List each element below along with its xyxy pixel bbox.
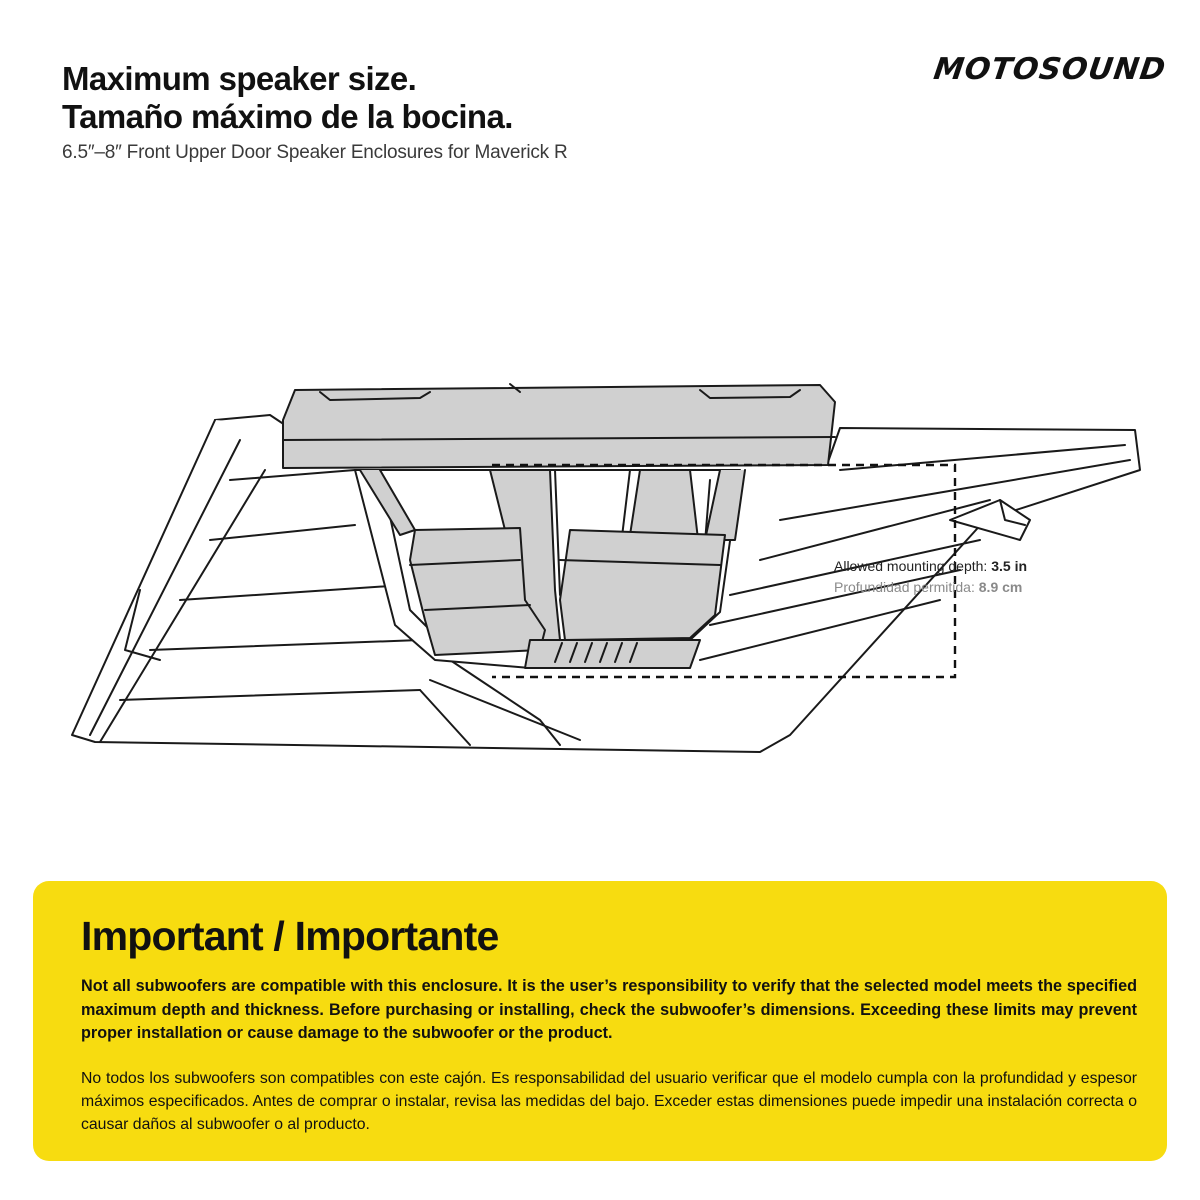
brand-logo: MOTOSOUND <box>931 52 1169 87</box>
depth-en-text: Allowed mounting depth: <box>834 558 992 574</box>
notice-body-es: No todos los subwoofers son compatibles con este cajón. Es responsabilidad del usuario verificar que el modelo cumpla con la profundidad y espesor máximos especificados. Antes de comprar o instalar, revisa las medidas del bajo. Exceder estas dimensiones puede impedir una instalación correcta o causar daños al subwoofer o al producto. <box>81 1070 1137 1133</box>
page-subtitle: 6.5″–8″ Front Upper Door Speaker Enclosures for Maverick R <box>62 142 568 163</box>
page-title-es: Tamaño máximo de la bocina. <box>62 98 513 135</box>
header <box>62 60 822 166</box>
depth-es-line <box>834 577 1027 598</box>
notice-body-en: Not all subwoofers are compatible with this enclosure. It is the user’s responsibility to verify that the selected model meets the specified maximum depth and thickness. Before purchasing or installing, check the subwoofer’s dimensions. Exceeding these limits may prevent proper installation or cause damage to the subwoofer or the product. <box>81 977 1137 1042</box>
speaker-enclosure-line-drawing-icon <box>0 330 1200 770</box>
depth-en-line <box>834 556 1027 577</box>
mounting-depth-label <box>834 556 1027 598</box>
depth-es-value: 8.9 cm <box>978 579 1023 595</box>
important-notice-box <box>33 881 1167 1161</box>
notice-title: Important / Importante <box>81 913 499 959</box>
depth-es-text: Profundidad permitida: <box>834 579 979 595</box>
page-title-en: Maximum speaker size. <box>62 60 417 97</box>
depth-en-value: 3.5 in <box>991 558 1028 574</box>
